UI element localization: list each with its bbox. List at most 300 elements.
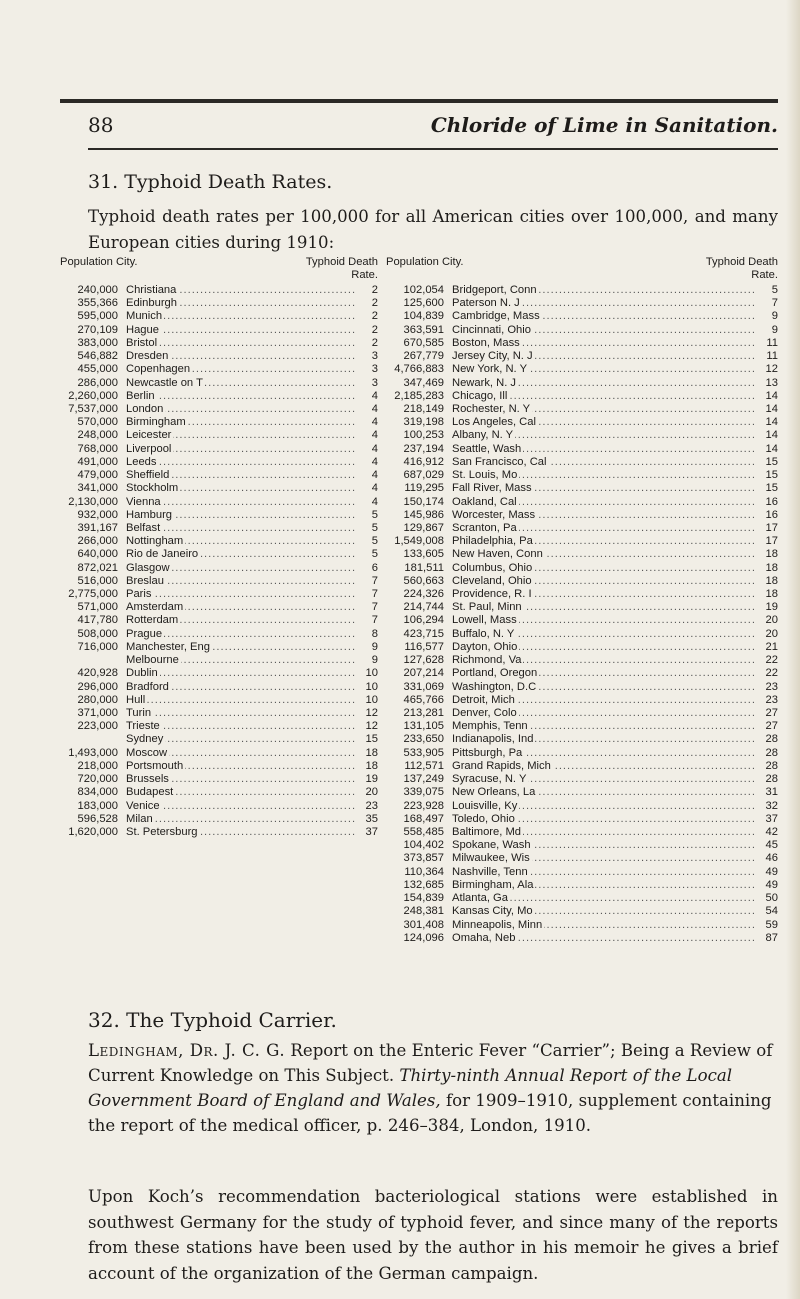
- city-name: Minneapolis, Minn: [452, 918, 543, 931]
- city-name: Worcester, Mass: [452, 508, 536, 521]
- rate-cell: 16: [765, 508, 778, 521]
- city-cell: [452, 403, 756, 416]
- city-cell: [126, 707, 356, 720]
- population-cell: 416,912: [403, 455, 444, 468]
- rate-cell: 2: [371, 284, 378, 296]
- table-row: [386, 496, 778, 509]
- population-cell: 417,780: [77, 614, 118, 627]
- city-cell: [452, 733, 756, 746]
- city-name: Budapest: [126, 786, 174, 799]
- population-cell: 355,366: [77, 297, 118, 310]
- city-name: Louisville, Ky: [452, 799, 518, 812]
- table-row: [60, 377, 378, 390]
- city-cell: [126, 601, 356, 614]
- rate-cell: 23: [365, 799, 378, 812]
- city-cell: [126, 390, 356, 403]
- city-name: Dayton, Ohio: [452, 640, 518, 653]
- city-cell: [126, 310, 356, 323]
- city-cell: [126, 614, 356, 627]
- table-row: [386, 892, 778, 905]
- population-cell: 571,000: [77, 601, 118, 614]
- population-cell: 720,000: [77, 773, 118, 786]
- population-cell: 127,628: [403, 654, 444, 667]
- city-cell: [452, 509, 756, 522]
- city-cell: [452, 694, 756, 707]
- table-row: [386, 747, 778, 760]
- table-row: [60, 733, 378, 746]
- table-row: [386, 694, 778, 707]
- table-row: [386, 879, 778, 892]
- city-name: Omaha, Neb: [452, 931, 516, 944]
- city-name: Portsmouth: [126, 759, 184, 772]
- table-row: [60, 773, 378, 786]
- city-name: Leeds: [126, 455, 157, 468]
- population-cell: 595,000: [77, 310, 118, 323]
- population-cell: 248,381: [403, 905, 444, 918]
- population-cell: 124,096: [403, 931, 444, 944]
- city-name: Denver, Colo: [452, 707, 517, 719]
- city-cell: [126, 826, 356, 839]
- city-cell: [452, 641, 756, 654]
- population-cell: 560,663: [403, 574, 444, 587]
- city-name: Memphis, Tenn: [452, 720, 528, 733]
- table-row: [386, 866, 778, 879]
- rate-cell: 19: [765, 601, 778, 614]
- population-cell: 339,075: [403, 786, 444, 799]
- city-cell: [126, 482, 356, 495]
- rate-cell: 21: [765, 640, 778, 653]
- population-cell: 237,194: [403, 442, 444, 455]
- population-cell: 116,577: [404, 640, 444, 653]
- city-cell: [452, 720, 756, 733]
- rate-cell: 27: [765, 707, 778, 719]
- population-cell: 301,408: [403, 918, 444, 931]
- city-cell: [452, 310, 756, 323]
- city-name: Los Angeles, Cal: [452, 416, 536, 429]
- population-cell: 423,715: [403, 627, 444, 640]
- city-cell: [126, 654, 356, 667]
- population-cell: 218,149: [403, 402, 444, 415]
- city-cell: [126, 562, 356, 575]
- rate-cell: 14: [765, 429, 778, 442]
- table-row: [386, 614, 778, 627]
- top-rule: [60, 99, 778, 103]
- city-name: Berlin: [126, 389, 155, 402]
- city-cell: [126, 337, 356, 350]
- population-cell: 2,775,000: [68, 588, 118, 601]
- rate-cell: 7: [371, 601, 378, 614]
- table-row: [386, 562, 778, 575]
- rate-cell: 5: [371, 535, 378, 548]
- rate-cell: 4: [371, 455, 378, 468]
- city-cell: [452, 456, 756, 469]
- table-row: [386, 588, 778, 601]
- rate-cell: 28: [765, 746, 778, 759]
- city-cell: [452, 892, 756, 905]
- city-cell: [126, 681, 356, 694]
- rate-cell: 15: [765, 469, 778, 482]
- city-cell: [126, 628, 356, 641]
- city-name: Trieste: [126, 720, 160, 733]
- table-row: [60, 443, 378, 456]
- table-row: [60, 562, 378, 575]
- reference-entry: [88, 1038, 778, 1138]
- population-cell: 104,402: [403, 839, 444, 852]
- rate-cell: 4: [371, 389, 378, 402]
- rate-cell: 32: [765, 799, 778, 812]
- rate-cell: 11: [766, 336, 778, 349]
- rate-cell: 5: [371, 548, 378, 561]
- population-cell: 319,198: [403, 416, 444, 429]
- rate-cell: 10: [365, 680, 378, 693]
- city-name: Milwaukee, Wis: [452, 852, 530, 865]
- city-name: New York, N. Y: [452, 363, 528, 376]
- city-name: Leicester: [126, 429, 172, 442]
- city-cell: [452, 284, 756, 297]
- city-cell: [452, 522, 756, 535]
- city-cell: [126, 429, 356, 442]
- city-name: Paris: [126, 588, 152, 601]
- rate-cell: 22: [765, 667, 778, 680]
- table-row: [386, 350, 778, 363]
- city-cell: [126, 363, 356, 376]
- section-heading-32: 32. The Typhoid Carrier.: [88, 1008, 337, 1032]
- population-cell: 2,130,000: [68, 495, 118, 508]
- population-cell: 7,537,000: [68, 402, 118, 415]
- rate-cell: 22: [765, 654, 778, 667]
- population-cell: 267,779: [403, 350, 444, 363]
- table-row: [60, 496, 378, 509]
- rate-cell: 6: [371, 561, 378, 574]
- city-name: Providence, R. I: [452, 588, 532, 601]
- table-row: [386, 548, 778, 561]
- rate-cell: 87: [765, 931, 778, 944]
- city-cell: [126, 786, 356, 799]
- reference-title: Report on the Enteric Fever “Carrier”; Being a Review of Current Knowledge on This Subject.: [88, 1041, 773, 1085]
- city-cell: [452, 324, 756, 337]
- rate-cell: 15: [765, 482, 778, 495]
- reference-details: for 1909–1910, supplement containing the report of the medical officer, p. 246–384, London, 1910.: [88, 1091, 772, 1135]
- population-cell: [60, 733, 126, 746]
- city-name: Indianapolis, Ind: [452, 733, 534, 746]
- population-cell: 137,249: [403, 773, 444, 786]
- body-paragraph: Upon Koch’s recommendation bacteriological stations were established in southwest Germany for the study of typhoid fever, and since many of the reports from these stations have been used by the author in his memoir he gives a brief account of the organization of the German campaign.: [88, 1187, 778, 1283]
- american-table-header: [386, 256, 778, 284]
- rate-cell: 14: [765, 442, 778, 455]
- population-cell: 131,105: [403, 720, 444, 733]
- table-row: [386, 575, 778, 588]
- rate-cell: 23: [765, 680, 778, 693]
- population-cell: 341,000: [77, 482, 118, 495]
- city-name: Bradford: [126, 680, 169, 693]
- rate-cell: 18: [765, 561, 778, 574]
- city-name: San Francisco, Cal: [452, 455, 547, 468]
- rate-cell: 4: [371, 495, 378, 508]
- city-cell: [452, 919, 756, 932]
- table-row: [60, 654, 378, 667]
- rate-cell: 28: [765, 759, 778, 772]
- city-cell: [452, 562, 756, 575]
- table-row: [60, 747, 378, 760]
- page-edge-shadow: [786, 0, 800, 1299]
- city-name: Cambridge, Mass: [452, 310, 540, 323]
- rate-cell: 49: [765, 865, 778, 878]
- table-row: [386, 390, 778, 403]
- table-row: [60, 628, 378, 641]
- population-cell: 391,167: [77, 521, 118, 534]
- population-cell: 125,600: [403, 297, 444, 310]
- population-cell: 150,174: [403, 495, 444, 508]
- rate-cell: 11: [766, 350, 778, 363]
- table-row: [60, 786, 378, 799]
- header-rule: [88, 148, 778, 150]
- city-cell: [126, 496, 356, 509]
- city-name: New Orleans, La: [452, 786, 536, 799]
- city-cell: [452, 839, 756, 852]
- city-cell: [452, 932, 756, 945]
- city-name: Birmingham, Ala: [452, 878, 534, 891]
- population-cell: 596,528: [77, 812, 118, 825]
- rate-cell: 12: [365, 720, 378, 733]
- rate-cell: 4: [371, 416, 378, 429]
- city-cell: [452, 667, 756, 680]
- city-name: Richmond, Va: [452, 654, 522, 667]
- city-cell: [452, 852, 756, 865]
- population-cell: 465,766: [403, 693, 444, 706]
- city-cell: [452, 760, 756, 773]
- population-cell: 2,185,283: [394, 389, 444, 402]
- city-cell: [126, 813, 356, 826]
- city-name: Philadelphia, Pa: [452, 535, 533, 548]
- city-cell: [452, 866, 756, 879]
- population-cell: 266,000: [77, 535, 118, 548]
- table-row: [60, 350, 378, 363]
- city-name: Oakland, Cal: [452, 495, 517, 508]
- table-row: [386, 905, 778, 918]
- city-cell: [452, 350, 756, 363]
- table-row: [60, 681, 378, 694]
- city-cell: [126, 350, 356, 363]
- city-name: Atlanta, Ga: [452, 892, 508, 905]
- population-cell: 570,000: [77, 416, 118, 429]
- table-row: [386, 482, 778, 495]
- table-row: [60, 297, 378, 310]
- rate-cell: 2: [371, 336, 378, 349]
- city-cell: [452, 297, 756, 310]
- rate-cell: 54: [765, 905, 778, 918]
- city-name: Nottingham: [126, 535, 184, 548]
- city-name: Lowell, Mass: [452, 614, 517, 627]
- population-cell: 129,867: [403, 521, 444, 534]
- city-name: Rio de Janeiro: [126, 548, 199, 561]
- page-number: 88: [88, 113, 114, 137]
- city-name: Spokane, Wash: [452, 839, 531, 852]
- rate-cell: 35: [365, 812, 378, 825]
- city-name: Cincinnati, Ohio: [452, 323, 531, 336]
- population-cell: 214,744: [403, 601, 444, 614]
- city-cell: [452, 390, 756, 403]
- city-cell: [452, 905, 756, 918]
- population-cell: 132,685: [403, 878, 444, 891]
- population-cell: 110,364: [404, 865, 444, 878]
- table-row: [60, 614, 378, 627]
- city-name: Dresden: [126, 350, 169, 363]
- city-cell: [452, 416, 756, 429]
- population-cell: 371,000: [77, 707, 118, 719]
- city-cell: [452, 363, 756, 376]
- population-cell: 181,511: [404, 561, 444, 574]
- city-name: Sydney: [126, 733, 164, 746]
- city-cell: [126, 522, 356, 535]
- city-cell: [126, 694, 356, 707]
- table-row: [60, 707, 378, 720]
- population-cell: 533,905: [403, 746, 444, 759]
- population-cell: 1,620,000: [68, 825, 118, 838]
- rate-cell: 10: [365, 667, 378, 680]
- table-row: [386, 813, 778, 826]
- population-cell: 546,882: [77, 350, 118, 363]
- american-cities-table: [386, 284, 778, 945]
- population-cell: 218,000: [77, 759, 118, 772]
- city-name: Copenhagen: [126, 363, 191, 376]
- table-row: [60, 284, 378, 297]
- city-cell: [452, 826, 756, 839]
- population-cell: 213,281: [403, 707, 444, 719]
- city-name: Syracuse, N. Y: [452, 773, 527, 786]
- city-name: Brussels: [126, 773, 169, 786]
- city-name: Bristol: [126, 336, 158, 349]
- rate-cell: 9: [371, 640, 378, 653]
- city-name: Turin: [126, 707, 152, 719]
- city-name: Newark, N. J: [452, 376, 517, 389]
- city-name: St. Louis, Mo: [452, 469, 518, 482]
- table-row: [60, 720, 378, 733]
- table-row: [60, 535, 378, 548]
- population-cell: 106,294: [403, 614, 444, 627]
- city-cell: [126, 469, 356, 482]
- rate-cell: 28: [765, 733, 778, 746]
- city-name: New Haven, Conn: [452, 548, 543, 561]
- col-rate-label-2: Rate.: [351, 269, 378, 281]
- table-row: [60, 337, 378, 350]
- rate-cell: 31: [765, 786, 778, 799]
- population-cell: 479,000: [77, 469, 118, 482]
- city-name: Seattle, Wash: [452, 442, 522, 455]
- page-header: [88, 113, 778, 147]
- rate-cell: 18: [765, 574, 778, 587]
- table-row: [386, 720, 778, 733]
- rate-cell: 12: [765, 363, 778, 376]
- city-name: Vienna: [126, 495, 161, 508]
- rate-cell: 20: [765, 614, 778, 627]
- rate-cell: 14: [765, 416, 778, 429]
- city-name: Nashville, Tenn: [452, 865, 528, 878]
- city-cell: [452, 773, 756, 786]
- population-cell: 331,069: [403, 680, 444, 693]
- rate-cell: 4: [371, 482, 378, 495]
- city-cell: [126, 456, 356, 469]
- rate-cell: 2: [371, 297, 378, 310]
- rate-cell: 15: [765, 455, 778, 468]
- city-cell: [452, 800, 756, 813]
- rate-cell: 4: [371, 402, 378, 415]
- rate-cell: 37: [765, 812, 778, 825]
- population-cell: 145,986: [403, 508, 444, 521]
- population-cell: 112,571: [404, 759, 444, 772]
- rate-cell: 7: [371, 574, 378, 587]
- table-row: [386, 681, 778, 694]
- table-row: [386, 654, 778, 667]
- table-row: [386, 535, 778, 548]
- rate-cell: 16: [765, 495, 778, 508]
- population-cell: 224,326: [403, 588, 444, 601]
- city-cell: [126, 297, 356, 310]
- table-row: [60, 482, 378, 495]
- population-cell: 248,000: [77, 429, 118, 442]
- rate-cell: 8: [371, 627, 378, 640]
- table-row: [60, 469, 378, 482]
- table-row: [60, 694, 378, 707]
- city-cell: [126, 641, 356, 654]
- table-row: [60, 416, 378, 429]
- city-name: Bridgeport, Conn: [452, 284, 537, 296]
- rate-cell: 9: [771, 323, 778, 336]
- rate-cell: 46: [765, 852, 778, 865]
- population-cell: 687,029: [403, 469, 444, 482]
- table-row: [386, 310, 778, 323]
- city-name: St. Petersburg: [126, 825, 198, 838]
- table-row: [386, 773, 778, 786]
- city-cell: [452, 429, 756, 442]
- city-cell: [126, 575, 356, 588]
- rate-cell: 5: [771, 284, 778, 296]
- table-row: [60, 826, 378, 839]
- city-name: Fall River, Mass: [452, 482, 532, 495]
- population-cell: 455,000: [77, 363, 118, 376]
- table-row: [60, 813, 378, 826]
- city-name: St. Paul, Minn: [452, 601, 522, 614]
- city-name: Stockholm: [126, 482, 179, 495]
- population-cell: 168,497: [403, 812, 444, 825]
- city-name: Milan: [126, 812, 153, 825]
- rate-cell: 28: [765, 773, 778, 786]
- table-row: [60, 456, 378, 469]
- city-name: Columbus, Ohio: [452, 561, 533, 574]
- population-cell: 383,000: [77, 336, 118, 349]
- city-name: Birmingham: [126, 416, 186, 429]
- city-name: Edinburgh: [126, 297, 178, 310]
- rate-cell: 3: [371, 363, 378, 376]
- rate-cell: 12: [365, 707, 378, 719]
- rate-cell: 7: [371, 614, 378, 627]
- running-title: Chloride of Lime in Sanitation.: [430, 113, 778, 137]
- table-row: [386, 628, 778, 641]
- col-rate-label: Typhoid Death: [305, 256, 378, 268]
- city-name: Hague: [126, 323, 159, 336]
- city-cell: [126, 720, 356, 733]
- population-cell: 363,591: [403, 323, 444, 336]
- population-cell: 491,000: [77, 455, 118, 468]
- city-cell: [452, 535, 756, 548]
- population-cell: 183,000: [77, 799, 118, 812]
- city-cell: [126, 443, 356, 456]
- rate-cell: 18: [765, 548, 778, 561]
- population-cell: 516,000: [77, 574, 118, 587]
- city-cell: [452, 601, 756, 614]
- population-cell: [60, 654, 126, 667]
- city-name: Jersey City, N. J: [452, 350, 533, 363]
- population-cell: 2,260,000: [68, 389, 118, 402]
